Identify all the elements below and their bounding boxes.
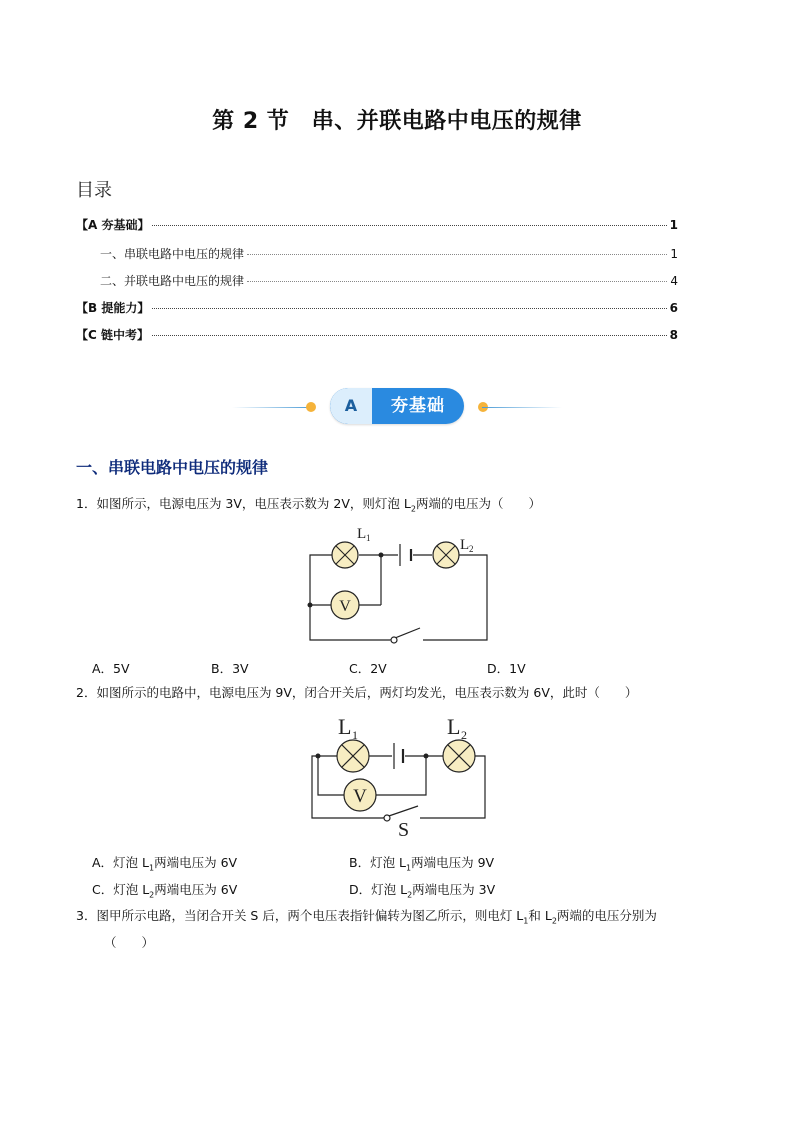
- lamp-label: L: [447, 714, 461, 739]
- option-text: B．灯泡 L: [349, 855, 407, 870]
- q2-option-b[interactable]: [349, 853, 494, 873]
- banner-line-right: [482, 407, 562, 408]
- lamp-label: L: [338, 714, 352, 739]
- banner-pill: [330, 388, 464, 424]
- page-title: 第 2 节 串、并联电路中电压的规律: [212, 109, 582, 134]
- circuit-figure-2: [300, 710, 500, 842]
- q2-option-a[interactable]: [92, 853, 237, 873]
- option-text: 两端电压为 6V: [154, 882, 238, 897]
- toc-item-parallel[interactable]: [100, 272, 678, 289]
- subscript: 2: [149, 890, 155, 900]
- question-2-stem: 2．如图所示的电路中，电源电压为 9V，闭合开关后，两灯均发光，电压表示数为 6V，此时（ ）: [76, 685, 638, 700]
- section-banner: [232, 385, 562, 429]
- question-3-stem: [76, 907, 726, 931]
- toc-leader: [152, 225, 666, 226]
- option-text: C．灯泡 L: [92, 882, 150, 897]
- subscript: 1: [406, 863, 412, 873]
- option-text: D．灯泡 L: [349, 882, 408, 897]
- banner-dot-left: [306, 402, 316, 412]
- toc-item-page: 4: [670, 274, 678, 288]
- q1-option-c[interactable]: C．2V: [349, 661, 387, 676]
- toc-leader: [152, 308, 666, 309]
- toc-item-b[interactable]: [76, 299, 678, 316]
- q2-option-c[interactable]: [92, 880, 237, 900]
- lamp-label-sub: 1: [366, 533, 371, 543]
- subscript: 1: [149, 863, 155, 873]
- question-1-stem: [76, 495, 541, 519]
- banner-text: 夯基础: [391, 396, 445, 416]
- switch-icon: [391, 637, 397, 643]
- toc-item-label: 【C 链中考】: [76, 328, 149, 342]
- toc-item-label: 【A 夯基础】: [76, 218, 150, 232]
- circuit-figure-1: [295, 520, 505, 652]
- lamp-label: L: [460, 537, 470, 553]
- voltmeter-label: V: [353, 786, 367, 807]
- q2-option-d[interactable]: [349, 880, 495, 900]
- lamp-label-sub: 1: [352, 728, 358, 742]
- stem-text: 3．图甲所示电路，当闭合开关 S 后，两个电压表指针偏转为图乙所示，则电灯 L: [76, 908, 524, 923]
- toc-item-a[interactable]: [76, 216, 678, 233]
- q1-option-b[interactable]: B．3V: [211, 661, 249, 676]
- q1-option-a[interactable]: A．5V: [92, 661, 130, 676]
- subscript: 2: [410, 504, 416, 514]
- voltmeter-label: V: [339, 598, 351, 615]
- toc-heading: 目录: [76, 180, 112, 201]
- toc-item-page: 6: [669, 301, 678, 315]
- lamp-label-sub: 2: [461, 728, 467, 742]
- option-text: 两端电压为 3V: [412, 882, 496, 897]
- toc-item-page: 1: [670, 247, 678, 261]
- subscript: 1: [523, 916, 529, 926]
- toc-leader: [152, 335, 667, 336]
- toc-item-c[interactable]: [76, 326, 678, 343]
- section-heading: 一、串联电路中电压的规律: [76, 458, 269, 477]
- toc-leader: [247, 254, 667, 255]
- switch-label: S: [398, 819, 410, 841]
- option-text: A．灯泡 L: [92, 855, 149, 870]
- option-text: 两端电压为 9V: [411, 855, 495, 870]
- toc-item-label: 【B 提能力】: [76, 301, 150, 315]
- subscript: 2: [551, 916, 557, 926]
- banner-line-left: [232, 407, 312, 408]
- stem-text: 和 L: [528, 908, 552, 923]
- option-text: 两端电压为 6V: [154, 855, 238, 870]
- toc-leader: [247, 281, 667, 282]
- toc-item-label: 二、并联电路中电压的规律: [100, 274, 245, 288]
- stem-text: 两端的电压分别为: [556, 908, 657, 923]
- switch-icon: [384, 815, 390, 821]
- subscript: 2: [407, 890, 413, 900]
- toc-item-series[interactable]: [100, 245, 678, 262]
- toc-item-page: 1: [669, 218, 678, 232]
- lamp-label: L: [357, 526, 367, 542]
- question-3-answer-blank: （ ）: [104, 935, 155, 950]
- banner-letter: A: [330, 388, 372, 424]
- lamp-label-sub: 2: [469, 544, 474, 554]
- stem-text: 两端的电压为（ ）: [415, 496, 541, 511]
- stem-text: 1．如图所示，电源电压为 3V，电压表示数为 2V，则灯泡 L: [76, 496, 411, 511]
- q1-option-d[interactable]: D．1V: [487, 661, 526, 676]
- toc-item-label: 一、串联电路中电压的规律: [100, 247, 245, 261]
- toc-item-page: 8: [669, 328, 678, 342]
